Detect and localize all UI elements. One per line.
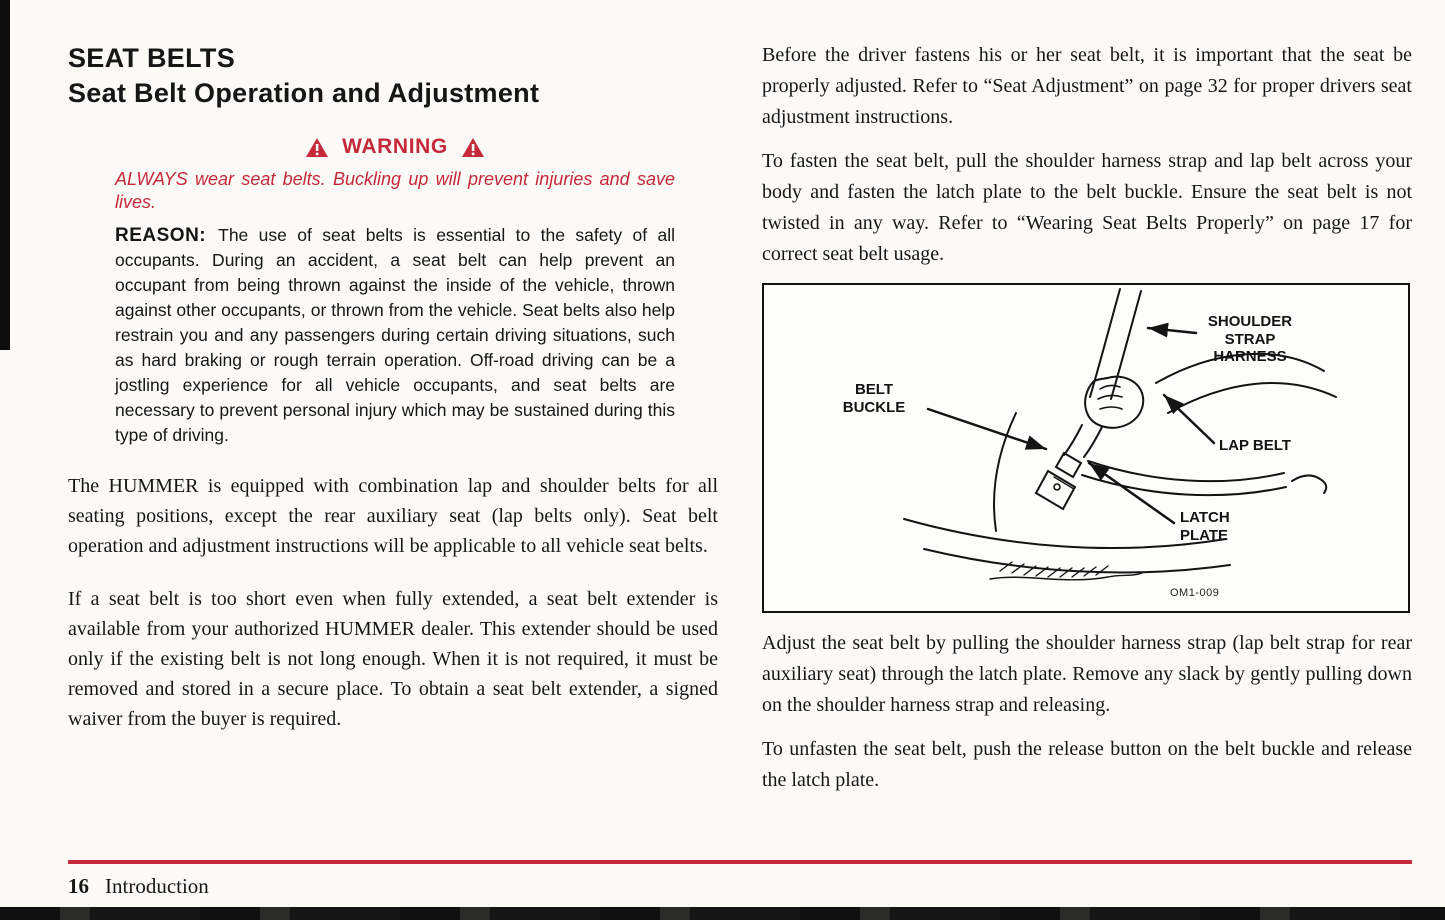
warning-message: ALWAYS wear seat belts. Buckling up will prevent injuries and save lives. <box>115 169 675 212</box>
figure-code: OM1-009 <box>1170 587 1220 599</box>
footer-section-title: Introduction <box>105 874 209 898</box>
warning-reason <box>115 223 675 448</box>
paragraph-hummer-equipped: The HUMMER is equipped with combination lap and shoulder belts for all seating positions, except the rear auxiliary seat (lap belts only). Seat belt operation and adjustment instructions will be applicable to all vehicle seat belts. <box>68 475 718 557</box>
figure-label-latch-plate: LATCH PLATE <box>1180 509 1230 544</box>
paragraph-unfasten-belt: To unfasten the seat belt, push the release button on the belt buckle and release the latch plate. <box>762 738 1412 791</box>
paragraph-fasten-belt: To fasten the seat belt, pull the shoulder harness strap and lap belt across your body and fasten the latch plate to the belt buckle. Ensure the seat belt is not twisted in any way. Refer to “Wearing Seat Belts Properly” on page 17 for correct seat belt usage. <box>762 150 1412 265</box>
reason-text: The use of seat belts is essential to the safety of all occupants. During an accident, a seat belt can help prevent an occupant from being thrown against the inside of the vehicle, thrown against other occupants, or thrown from the vehicle. Seat belts also help restrain you and any passengers during certain driving situations, such as hard braking or rough terrain operation. Off-road driving can be a jostling experience for all vehicle occupants, and seat belts are necessary to prevent personal injury which may be sustained during this type of driving. <box>115 225 675 445</box>
scan-binding-edge <box>0 0 10 350</box>
figure-label-lap-belt: LAP BELT <box>1219 437 1291 454</box>
warning-block <box>115 135 675 448</box>
page-number: 16 <box>68 874 89 898</box>
section-subtitle: Seat Belt Operation and Adjustment <box>68 78 540 108</box>
figure-label-shoulder-strap-harness: SHOULDER STRAP HARNESS <box>1207 313 1293 365</box>
seatbelt-figure <box>762 283 1410 613</box>
reason-label: REASON: <box>115 225 207 246</box>
scan-bottom-edge <box>0 907 1445 920</box>
footer-rule <box>68 860 1412 864</box>
warning-icon <box>462 138 484 157</box>
paragraph-seat-adjustment: Before the driver fastens his or her seat belt, it is important that the seat be properly adjusted. Refer to “Seat Adjustment” on page 32 for proper drivers seat adjustment instructions. <box>762 44 1412 128</box>
footer <box>68 874 209 899</box>
section-title: SEAT BELTS <box>68 43 236 73</box>
paragraph-belt-extender: If a seat belt is too short even when fully extended, a seat belt extender is available from your authorized HUMMER dealer. This extender should be used only if the existing belt is not long enough. When it is not required, it must be removed and stored in a secure place. To obtain a seat belt extender, a signed waiver from the buyer is required. <box>68 588 718 730</box>
warning-heading-label: WARNING <box>342 135 448 158</box>
warning-heading <box>115 135 675 159</box>
left-column <box>68 42 718 734</box>
warning-icon <box>306 138 328 157</box>
right-column <box>762 40 1412 809</box>
figure-label-belt-buckle: BELT BUCKLE <box>842 381 906 416</box>
paragraph-adjust-belt: Adjust the seat belt by pulling the shoulder harness strap (lap belt strap for rear auxiliary seat) through the latch plate. Remove any slack by gently pulling down on the shoulder harness strap and releasing. <box>762 632 1412 716</box>
